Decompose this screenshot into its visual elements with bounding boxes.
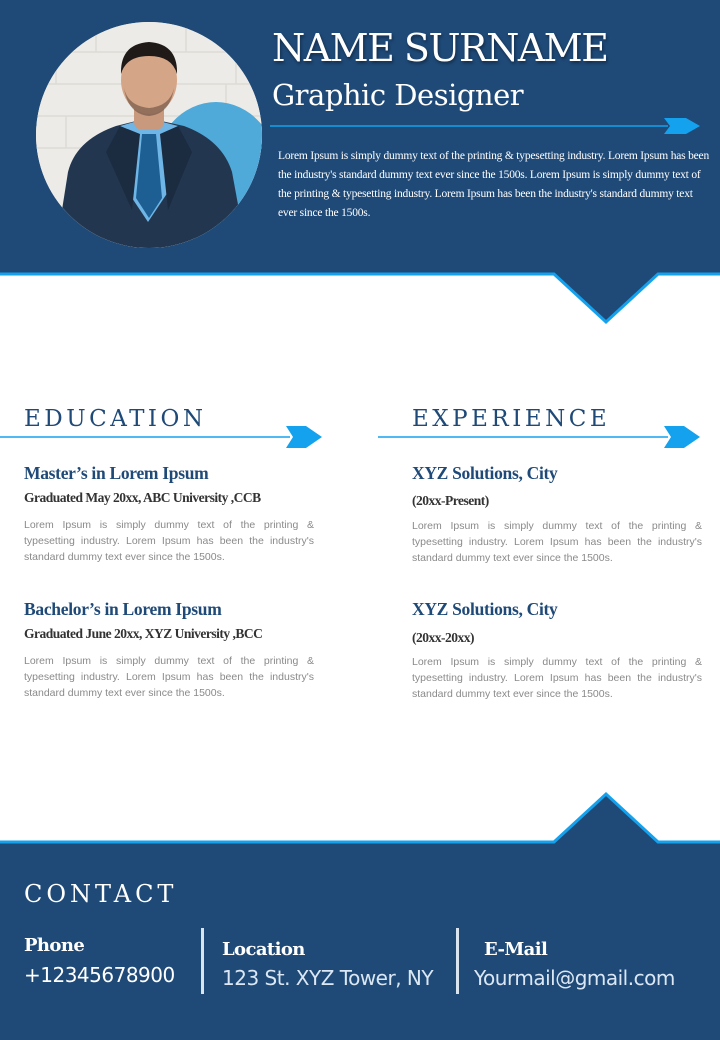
profile-summary: Lorem Ipsum is simply dummy text of the printing & typesetting industry. Lorem Ipsum has been the industry's standard dummy text ever since the 1500s. Lorem Ipsum is simply dummy text of the printing & typesetting industry. Lorem Ipsum has been the industry's standard dummy text ever since the 1500s. bbox=[278, 150, 710, 219]
contact-heading: CONTACT bbox=[24, 880, 178, 908]
phone-label: Phone bbox=[24, 935, 85, 956]
experience-heading: EXPERIENCE bbox=[412, 406, 611, 432]
experience-entry-1-subtitle: (20xx-Present) bbox=[412, 493, 489, 508]
candidate-role: Graphic Designer bbox=[272, 78, 524, 112]
experience-entry-2-description: Lorem Ipsum is simply dummy text of the printing & typesetting industry. Lorem Ipsum has been the industry's standard dummy text ever since the 1500s. bbox=[412, 656, 702, 700]
education-entry-2-title: Bachelor’s in Lorem Ipsum bbox=[24, 599, 222, 619]
email-label: E-Mail bbox=[484, 939, 548, 960]
education-entry-2-description: Lorem Ipsum is simply dummy text of the printing & typesetting industry. Lorem Ipsum has been the industry's standard dummy text ever since the 1500s. bbox=[24, 655, 314, 699]
experience-entry-1-title: XYZ Solutions, City bbox=[412, 463, 558, 483]
experience-arrow-head bbox=[664, 426, 700, 448]
email-value[interactable]: Yourmail@gmail.com bbox=[474, 966, 675, 990]
education-heading: EDUCATION bbox=[24, 406, 207, 432]
phone-value: +12345678900 bbox=[24, 963, 175, 987]
profile-portrait-illustration bbox=[36, 22, 262, 248]
contact-divider-2 bbox=[456, 928, 459, 994]
education-entry-2-subtitle: Graduated June 20xx, XYZ University ,BCC bbox=[24, 626, 263, 641]
experience-entry-2-subtitle: (20xx-20xx) bbox=[412, 630, 474, 645]
profile-photo bbox=[36, 22, 262, 248]
experience-entry-1-description: Lorem Ipsum is simply dummy text of the printing & typesetting industry. Lorem Ipsum has been the industry's standard dummy text ever since the 1500s. bbox=[412, 520, 702, 564]
location-value: 123 St. XYZ Tower, NY bbox=[222, 966, 434, 990]
candidate-name: NAME SURNAME bbox=[272, 26, 608, 70]
education-arrow-head bbox=[286, 426, 322, 448]
footer-band bbox=[0, 794, 720, 1040]
contact-divider-1 bbox=[201, 928, 204, 994]
location-label: Location bbox=[222, 939, 305, 960]
education-entry-1-subtitle: Graduated May 20xx, ABC University ,CCB bbox=[24, 490, 261, 505]
education-entry-1-description: Lorem Ipsum is simply dummy text of the printing & typesetting industry. Lorem Ipsum has been the industry's standard dummy text ever since the 1500s. bbox=[24, 519, 314, 563]
education-entry-1-title: Master’s in Lorem Ipsum bbox=[24, 463, 209, 483]
experience-entry-2-title: XYZ Solutions, City bbox=[412, 599, 558, 619]
